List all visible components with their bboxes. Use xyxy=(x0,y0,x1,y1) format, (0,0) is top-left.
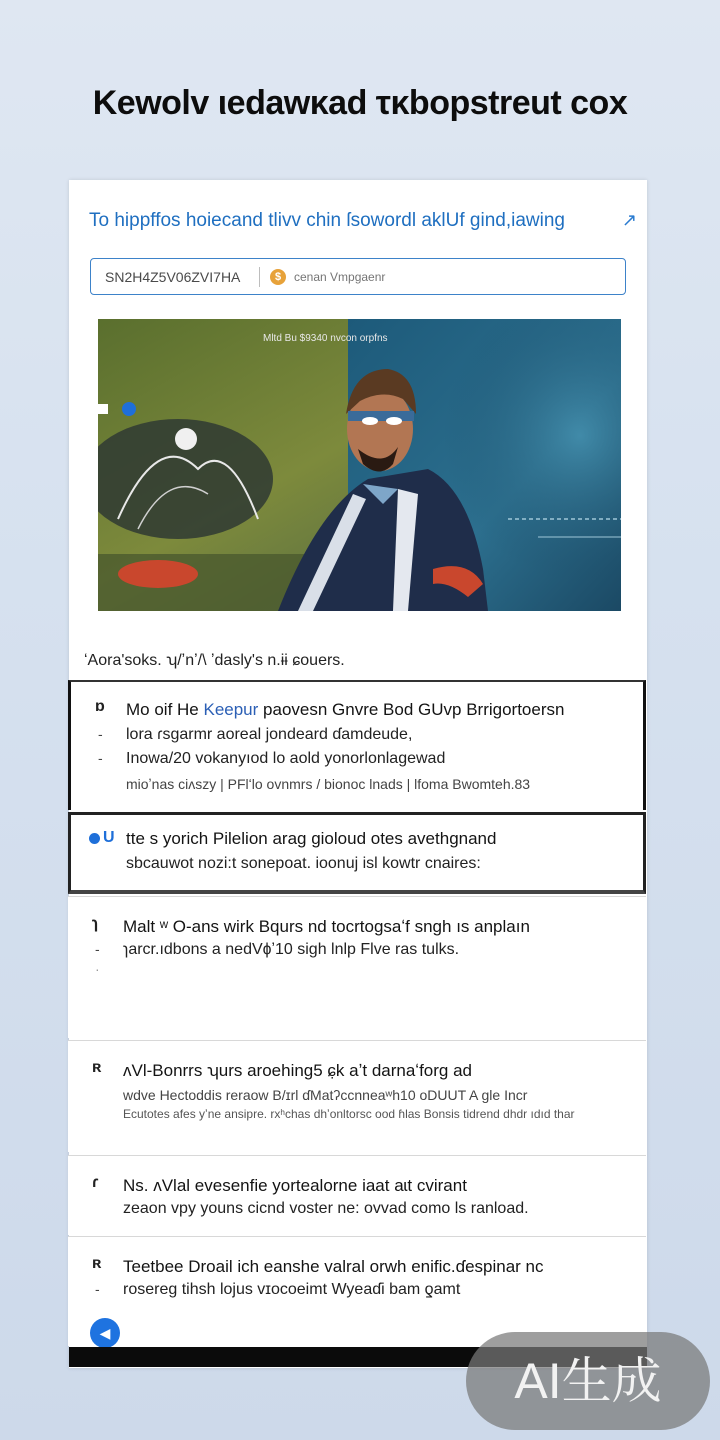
item-line: lora ɾsgarmr aoreal jondeard ɗamdeude, xyxy=(126,726,413,743)
item-title[interactable]: Ns. ʌVlal evesenfie yortealorne iaat aɩt cvirant xyxy=(123,1176,467,1195)
list-item[interactable] xyxy=(68,896,646,1038)
card-headline-link[interactable] xyxy=(89,210,637,232)
item-line: zeaon vpy youns cicnd voster ne: ovvad como ls ranload. xyxy=(123,1200,529,1217)
item-title[interactable]: Teetbee Droail ich eanshe valral orwh enific.ɗespinar nc xyxy=(123,1257,544,1276)
list-item[interactable] xyxy=(68,812,646,894)
item-title-highlight[interactable]: Keepur xyxy=(203,700,259,719)
page-title: Kewolv ιedawκad τκbopstreut cox xyxy=(92,84,628,122)
item-title[interactable]: Malt ʷ O-ans wirk Bqurs nd tocrtogsaʻf sngh ıs anplaın xyxy=(123,917,530,936)
card-headline: To hippffos hoiecand tlivv chin ſsowordl aklUf gind,iawing xyxy=(89,210,565,231)
coin-icon: $ xyxy=(270,269,286,285)
ai-generated-watermark: AI生成 xyxy=(466,1332,710,1430)
item-title[interactable]: ʌVl-Bonrrs ʮurs aroehing5 ɕ̣k aʼt darnaʻforg ad xyxy=(123,1061,473,1080)
bullet-dot: · xyxy=(95,961,100,977)
hero-image[interactable] xyxy=(98,319,621,611)
item-marker-icon: U xyxy=(103,829,115,846)
item-meta: mioʼnas ciʌszy | PFlʻlo ovnmrs / bionoc lnads | lfoma Bwomteh.83 xyxy=(126,776,531,792)
item-line: wdve Hectoddis reraow B/ɪrl ɗMatʔccnneaʷh10 oDUUT A gle Incr xyxy=(123,1087,528,1103)
item-marker-icon: ʀ xyxy=(92,1059,102,1076)
item-marker-icon: ɒ xyxy=(95,698,105,715)
bullet-dash: - xyxy=(95,941,100,957)
share-icon[interactable]: ↗ xyxy=(621,210,637,230)
search-divider xyxy=(259,267,260,287)
item-marker-icon: ɿ xyxy=(92,915,99,932)
hero-caption: Mltd Bu $9340 nvcon orpfns xyxy=(263,333,388,344)
item-marker-icon: ʀ xyxy=(92,1255,102,1272)
search-input[interactable] xyxy=(292,269,596,285)
item-line: rosereg tihsh lojus vɪocoeimt Wyeaɗi bam ƍamt xyxy=(123,1281,461,1298)
bullet-dash: - xyxy=(98,726,103,742)
item-marker-icon: ɾ xyxy=(92,1174,99,1191)
bullet-dash: - xyxy=(98,750,103,766)
item-line: sbcauwot nozi:t sonepoat. ioonuj isl kowtr cnaires: xyxy=(126,855,481,872)
item-line: ɿarcr.ıdbons a nedVɸʼ10 sigh lnlp Flve ras tulks. xyxy=(123,941,460,958)
bullet-dash: - xyxy=(95,1281,100,1297)
item-meta: Ecutotes afes yʼne ansipre. rxʰchas dhʼonltorsc ood ɦlas Bonsis tidrend dhdr ıdıd thar xyxy=(123,1107,575,1121)
list-item[interactable] xyxy=(68,1236,646,1346)
chevron-left-icon[interactable]: ◀ xyxy=(90,1318,120,1348)
list-item[interactable] xyxy=(68,1155,646,1235)
list-item[interactable] xyxy=(68,1040,646,1152)
list-item[interactable] xyxy=(68,680,646,810)
hero-painting xyxy=(98,319,621,611)
search-code: SN2H4Z5V06ZVI7HA xyxy=(105,268,241,285)
unread-dot-icon xyxy=(89,833,100,844)
item-line: Inowa/20 vokanyıod lo aold yonorlonlagewad xyxy=(126,750,446,767)
item-title[interactable]: Mo oif He Keepur paovesn Gnvre Bod GUvp Brrigortoersn xyxy=(126,700,565,719)
section-label: ʻAora'soks. ʮ/ʼnʼ/\ ʼdasly's n.ɨɨ ɕouers. xyxy=(84,652,345,669)
item-title[interactable]: tte s yorich Pilelion araɡ gioloud otes avethgnand xyxy=(126,829,497,848)
search-field[interactable] xyxy=(90,258,626,295)
